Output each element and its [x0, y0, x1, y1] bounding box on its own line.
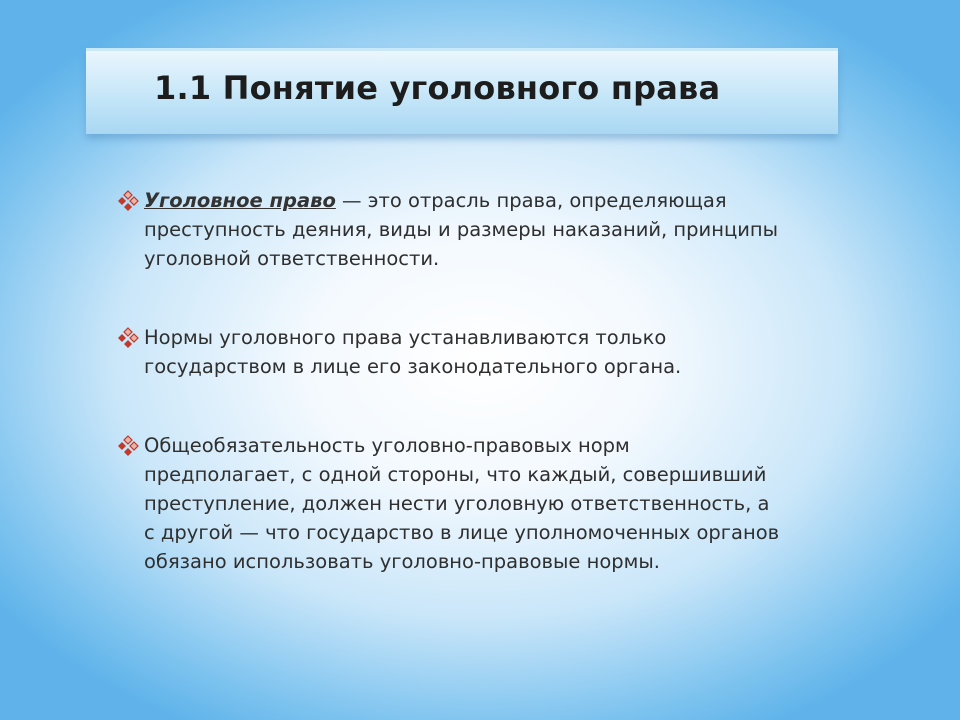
diamond-quad-icon — [117, 435, 139, 457]
slide-title: 1.1 Понятие уголовного права — [154, 69, 721, 107]
title-bar — [86, 48, 838, 134]
bullet-line: преступность деяния, виды и размеры наказаний, принципы — [144, 218, 779, 241]
bullet-item — [117, 431, 897, 576]
diamond-quad-icon — [117, 190, 139, 212]
bullet-line: государством в лице его законодательного органа. — [144, 355, 682, 378]
bullet-text — [144, 323, 897, 381]
bullet-line: обязано использовать уголовно-правовые нормы. — [144, 550, 660, 573]
term-criminal-law: Уголовное право — [144, 189, 336, 212]
bullet-line: Общеобязательность уголовно-правовых норм — [144, 434, 630, 457]
diamond-quad-icon — [117, 327, 139, 349]
bullet-line: преступление, должен нести уголовную ответственность, а — [144, 492, 770, 515]
bullet-list — [117, 186, 897, 626]
bullet-item — [117, 323, 897, 381]
bullet-line: уголовной ответственности. — [144, 247, 440, 270]
bullet-text — [144, 186, 897, 273]
bullet-line: — это отрасль права, определяющая — [335, 189, 727, 212]
bullet-item — [117, 186, 897, 273]
bullet-text — [144, 431, 897, 576]
bullet-line: с другой — что государство в лице уполномоченных органов — [144, 521, 780, 544]
bullet-line: Нормы уголовного права устанавливаются только — [144, 326, 667, 349]
bullet-line: предполагает, с одной стороны, что каждый, совершивший — [144, 463, 767, 486]
